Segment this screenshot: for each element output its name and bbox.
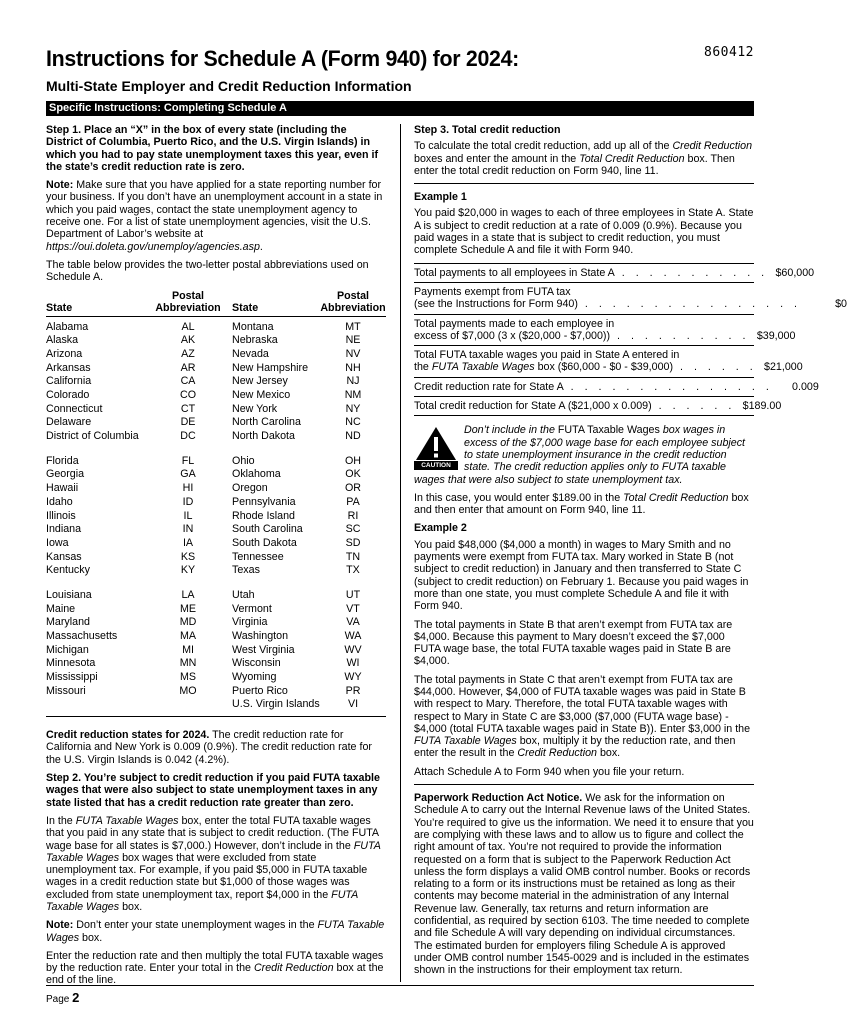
state-name: South Dakota [232, 536, 297, 549]
state-name: Kansas [46, 550, 82, 563]
postal-code: NY [345, 402, 361, 415]
postal-code: DC [180, 430, 196, 443]
state-name: Oklahoma [232, 468, 281, 481]
table-row [46, 375, 386, 389]
step3-paragraph: To calculate the total credit reduction, add up all of the Credit Reduction boxes and enter the amount in the Total Credit Reduction box. Then enter the total credit reduction on Form 940, line 11. [414, 140, 753, 177]
caution-box [414, 424, 754, 485]
state-name: Puerto Rico [232, 684, 288, 697]
section-bar: Specific Instructions: Completing Schedule A [46, 101, 754, 116]
table-row [46, 430, 386, 444]
attach-instruction: Attach Schedule A to Form 940 when you file your return. [414, 765, 685, 778]
state-name: Maryland [46, 616, 90, 629]
state-name: District of Columbia [46, 430, 139, 443]
state-name: Florida [46, 454, 79, 467]
state-name: Montana [232, 320, 274, 333]
table-row [46, 630, 386, 644]
table-row [46, 334, 386, 348]
postal-code: CT [180, 402, 196, 415]
postal-code: HI [182, 482, 194, 495]
postal-code: MN [179, 657, 197, 670]
postal-code: IL [183, 509, 193, 522]
postal-code: WV [344, 643, 362, 656]
table-row [46, 416, 386, 430]
table-row [46, 482, 386, 496]
document-number: 860412 [704, 45, 754, 60]
table-row [46, 496, 386, 510]
state-name: Wyoming [232, 671, 277, 684]
state-name: New Jersey [232, 375, 288, 388]
postal-code: OH [344, 454, 362, 467]
state-name: Michigan [46, 643, 89, 656]
caution-icon: CAUTION [414, 426, 458, 470]
calc-row: Total payments to all employees in State A . . . . . . . . . . . $60,000 [414, 264, 754, 283]
state-name: North Dakota [232, 430, 295, 443]
state-name: Kentucky [46, 564, 90, 577]
postal-code: MI [182, 643, 194, 656]
example1-heading: Example 1 [414, 191, 467, 204]
postal-code: ME [179, 602, 197, 615]
state-name: Washington [232, 629, 289, 642]
postal-code: AR [180, 361, 196, 374]
col-header-postal: Postal Abbreviation [144, 290, 232, 317]
paperwork-reduction-notice: Paperwork Reduction Act Notice. We ask for the information on Schedule A to carry out the Internal Revenue laws of the United States. You’re required to give us the information. We need it to ensure that you are complying with these laws and to allow us to figure and collect the right amount of tax. You’re not required to provide the information requested on a form that is subject to the Paperwork Reduction Act unless the form displays a valid OMB control number. Books or records relating to a form or its instructions must be retained as long as their contents may become material in the administration of any Internal Revenue law. Generally, tax returns and return information are confidential, as required by section 6103. The time needed to complete and file Schedule A will vary depending on individual circumstances. The estimated burden for employers filing Schedule A is approved under OMB control number 1545-0029 and is included in the estimates shown in the instructions for their employment tax return. [414, 792, 754, 977]
postal-code: AL [181, 320, 195, 333]
state-name: South Carolina [232, 523, 303, 536]
caution-text: Don’t include in the FUTA Taxable Wages box wages in excess of the $7,000 wage base for each employee subject to state unemployment insurance in the credit reduction state. The credit reduction applies only to FUTA taxable wages that were also subject to state unemployment tax. [414, 424, 746, 486]
postal-code: NH [345, 361, 361, 374]
postal-code: IA [182, 536, 194, 549]
table-row [46, 389, 386, 403]
step2-paragraph: In the FUTA Taxable Wages box, enter the total FUTA taxable wages that you paid in any state that is subject to credit reduction. (The FUTA wage base for all states is $7,000.) However, don’t include in the FUTA Taxable Wages box wages that were excluded from state unemployment tax. For example, if you paid $5,000 in FUTA taxable wages in a credit reduction state but $1,000 of those wages was excluded from state unemployment tax, report $4,000 in the FUTA Taxable Wages box. [46, 814, 381, 913]
postal-code: NC [345, 416, 361, 429]
example1-text: You paid $20,000 in wages to each of three employees in State A. State A is subject to credit reduction at a rate of 0.009 (0.9%). Because you paid wages in a state that is subject to credit reduction, you must complete Schedule A and file it with Form 940. [414, 207, 754, 257]
postal-code: NV [345, 347, 361, 360]
state-name: Rhode Island [232, 509, 295, 522]
postal-code: OK [345, 468, 361, 481]
postal-code: NJ [346, 375, 360, 388]
postal-code: NM [344, 389, 362, 402]
postal-code: WY [344, 671, 362, 684]
postal-code: OR [344, 482, 362, 495]
table-row [46, 403, 386, 417]
footer-rule [46, 985, 754, 986]
state-name: Arizona [46, 347, 83, 360]
postal-code: VI [347, 698, 359, 711]
state-name: West Virginia [232, 643, 295, 656]
step2-heading: Step 2. You’re subject to credit reduction if you paid FUTA taxable wages that were also subject to state unemployment taxes in any state listed that has a credit reduction rate greater than zero. [46, 772, 380, 809]
state-name: Nevada [232, 347, 269, 360]
table-row [46, 698, 386, 712]
calc-row: Total payments made to each employee in excess of $7,000 (3 x ($20,000 - $7,000)) . . . . . . . . . . $39,000 [414, 315, 754, 347]
state-name: Iowa [46, 536, 69, 549]
state-name [46, 698, 144, 712]
postal-code: ND [345, 430, 361, 443]
postal-code: LA [181, 588, 195, 601]
table-row [46, 455, 386, 469]
state-name: Ohio [232, 454, 255, 467]
postal-table-body [46, 316, 386, 712]
state-name: Utah [232, 588, 255, 601]
postal-abbreviation-table [46, 290, 386, 713]
table-row [46, 564, 386, 578]
state-name: Indiana [46, 523, 82, 536]
postal-code: FL [181, 454, 195, 467]
page-subtitle: Multi-State Employer and Credit Reduction Information [46, 78, 412, 94]
table-intro: The table below provides the two-letter postal abbreviations used on Schedule A. [46, 258, 369, 284]
state-name: New Hampshire [232, 361, 309, 374]
postal-code: PA [346, 495, 360, 508]
state-name: Delaware [46, 416, 92, 429]
postal-code: VA [346, 616, 360, 629]
postal-code: ID [182, 495, 194, 508]
example1-result: In this case, you would enter $189.00 in the Total Credit Reduction box and then enter that amount on Form 940, line 11. [414, 491, 749, 517]
table-row [46, 362, 386, 376]
table-row [46, 671, 386, 685]
table-row [46, 589, 386, 603]
col-header-state: State [46, 290, 144, 317]
calc-row: Payments exempt from FUTA tax (see the Instructions for Form 940) . . . . . . . . . . . . . . . . $0 [414, 283, 754, 315]
state-name: North Carolina [232, 416, 301, 429]
state-name: Virginia [232, 616, 268, 629]
state-name: New York [232, 402, 278, 415]
table-row [46, 657, 386, 671]
postal-code: TX [346, 564, 360, 577]
state-name: Oregon [232, 482, 268, 495]
state-name: Louisiana [46, 588, 92, 601]
postal-code: CA [180, 375, 196, 388]
calc-row: Total FUTA taxable wages you paid in State A entered in the FUTA Taxable Wages box ($60,000 - $0 - $39,000) . . . . . . $21,000 [414, 346, 754, 378]
example2-p1: You paid $48,000 ($4,000 a month) in wages to Mary Smith and no payments were exempt from FUTA tax. Mary worked in State B (not subject to credit reduction) in January and then transferred to State C (subject to credit reduction) on February 1. Because you paid wages in more than one state, you must complete Schedule A and file it with Form 940. [414, 538, 749, 613]
state-name: U.S. Virgin Islands [232, 698, 320, 711]
example2-p2: The total payments in State B that aren’t exempt from FUTA tax are $4,000. Because this payment to Mary doesn’t exceed the $7,000 FUTA wage base, the total FUTA taxable wages paid in State B are $4,000. [414, 618, 733, 668]
calc-row: Total credit reduction for State A ($21,000 x 0.009) . . . . . . $189.00 [414, 397, 754, 416]
table-bottom-rule [46, 716, 386, 717]
state-name: Connecticut [46, 402, 103, 415]
postal-code: VT [346, 602, 360, 615]
state-name: Alaska [46, 334, 79, 347]
col-header-state-2: State [232, 290, 320, 317]
state-name: Wisconsin [232, 657, 281, 670]
postal-code: WI [346, 657, 360, 670]
table-group-gap [46, 578, 386, 589]
state-name: Texas [232, 564, 260, 577]
postal-code: AZ [181, 347, 195, 360]
state-name: Missouri [46, 684, 86, 697]
state-name: Arkansas [46, 361, 91, 374]
note2-paragraph: Note: Don’t enter your state unemployment wages in the FUTA Taxable Wages box. [46, 919, 385, 944]
postal-code: UT [345, 588, 361, 601]
right-column [414, 124, 847, 983]
state-name: Georgia [46, 468, 85, 481]
postal-code: MS [179, 671, 197, 684]
postal-code: SC [345, 523, 361, 536]
postal-code: CO [179, 389, 197, 402]
divider [414, 183, 754, 184]
table-row [46, 603, 386, 617]
table-group-gap [46, 444, 386, 455]
state-name: Massachusetts [46, 629, 118, 642]
postal-code: AK [180, 334, 196, 347]
table-row [46, 510, 386, 524]
state-name: California [46, 375, 92, 388]
state-name: Colorado [46, 389, 90, 402]
table-row [46, 316, 386, 334]
table-row [46, 348, 386, 362]
postal-code: MT [345, 320, 361, 333]
page-title: Instructions for Schedule A (Form 940) for 2024: [46, 46, 520, 71]
table-row [46, 551, 386, 565]
example2-p3: The total payments in State C that aren’t exempt from FUTA tax are $44,000. However, $4,000 of FUTA taxable wages was paid in State B with respect to Mary. Therefore, the total FUTA taxable wages with respect to Mary in State C are $3,000 ($7,000 (FUTA wage base) - $4,000 (total FUTA taxable wages paid in State B)). Enter $3,000 in the FUTA Taxable Wages box, multiply it by the reduction rate, and then enter the result in the Credit Reduction box. [414, 673, 751, 760]
example1-calculation-table [414, 263, 847, 417]
table-row [46, 523, 386, 537]
table-row [46, 644, 386, 658]
state-name: Nebraska [232, 334, 278, 347]
postal-code: PR [345, 684, 361, 697]
postal-code [144, 698, 232, 712]
state-name: Tennessee [232, 550, 284, 563]
postal-code: IN [182, 523, 194, 536]
postal-code: MO [179, 684, 197, 697]
postal-code: RI [347, 509, 359, 522]
step2-final-paragraph: Enter the reduction rate and then multiply the total FUTA taxable wages by the reduction rate. Enter your total in the Credit Reduction box at the end of the line. [46, 949, 384, 987]
postal-code: GA [180, 468, 196, 481]
postal-code: MA [179, 629, 197, 642]
postal-code: MD [179, 616, 197, 629]
state-name: Idaho [46, 495, 73, 508]
postal-code: SD [345, 536, 361, 549]
state-name: Alabama [46, 320, 89, 333]
table-row [46, 685, 386, 699]
state-name: Pennsylvania [232, 495, 296, 508]
step1-heading: Step 1. Place an “X” in the box of every state (including the District of Columbia, Puerto Rico, and the U.S. Virgin Islands) in which you had to pay state unemployment taxes this year, even if the state’s credit reduction rate is zero. [46, 124, 379, 173]
state-name: Illinois [46, 509, 76, 522]
state-name: New Mexico [232, 389, 291, 402]
credit-reduction-states: Credit reduction states for 2024. The credit reduction rate for California and New York is 0.009 (0.9%). The credit reduction rate for the U.S. Virgin Islands is 0.042 (4.2%). [46, 729, 372, 766]
page-number: Page 2 [46, 990, 80, 1005]
step3-heading: Step 3. Total credit reduction [414, 124, 561, 136]
state-name: Vermont [232, 602, 272, 615]
note-paragraph: Note: Make sure that you have applied for a state reporting number for your business. If you don’t have an unemployment account in a state in which you paid wages, contact the state unemployment agency to receive one. For a list of state unemployment agencies, visit the U.S. Department of Labor’s website at https://oui.doleta.gov/unemploy/agencies.asp. [46, 179, 383, 253]
state-name: Hawaii [46, 482, 79, 495]
state-name: Maine [46, 602, 76, 615]
calc-row: Credit reduction rate for State A . . . . . . . . . . . . . . . 0.009 [414, 378, 754, 397]
state-name: Minnesota [46, 657, 96, 670]
table-row [46, 468, 386, 482]
postal-code: DE [180, 416, 196, 429]
col-header-postal-2: Postal Abbreviation [320, 290, 386, 317]
postal-code: KS [180, 550, 196, 563]
agencies-link[interactable]: https://oui.doleta.gov/unemploy/agencies.asp [46, 240, 260, 253]
example2-heading: Example 2 [414, 522, 467, 535]
table-row [46, 616, 386, 630]
postal-code: NE [345, 334, 361, 347]
postal-code: WA [344, 629, 362, 642]
divider [414, 784, 754, 785]
postal-code: TN [345, 550, 361, 563]
postal-code: KY [180, 564, 196, 577]
state-name: Mississippi [46, 671, 98, 684]
table-row [46, 537, 386, 551]
left-column [46, 124, 386, 993]
column-divider [400, 124, 401, 982]
